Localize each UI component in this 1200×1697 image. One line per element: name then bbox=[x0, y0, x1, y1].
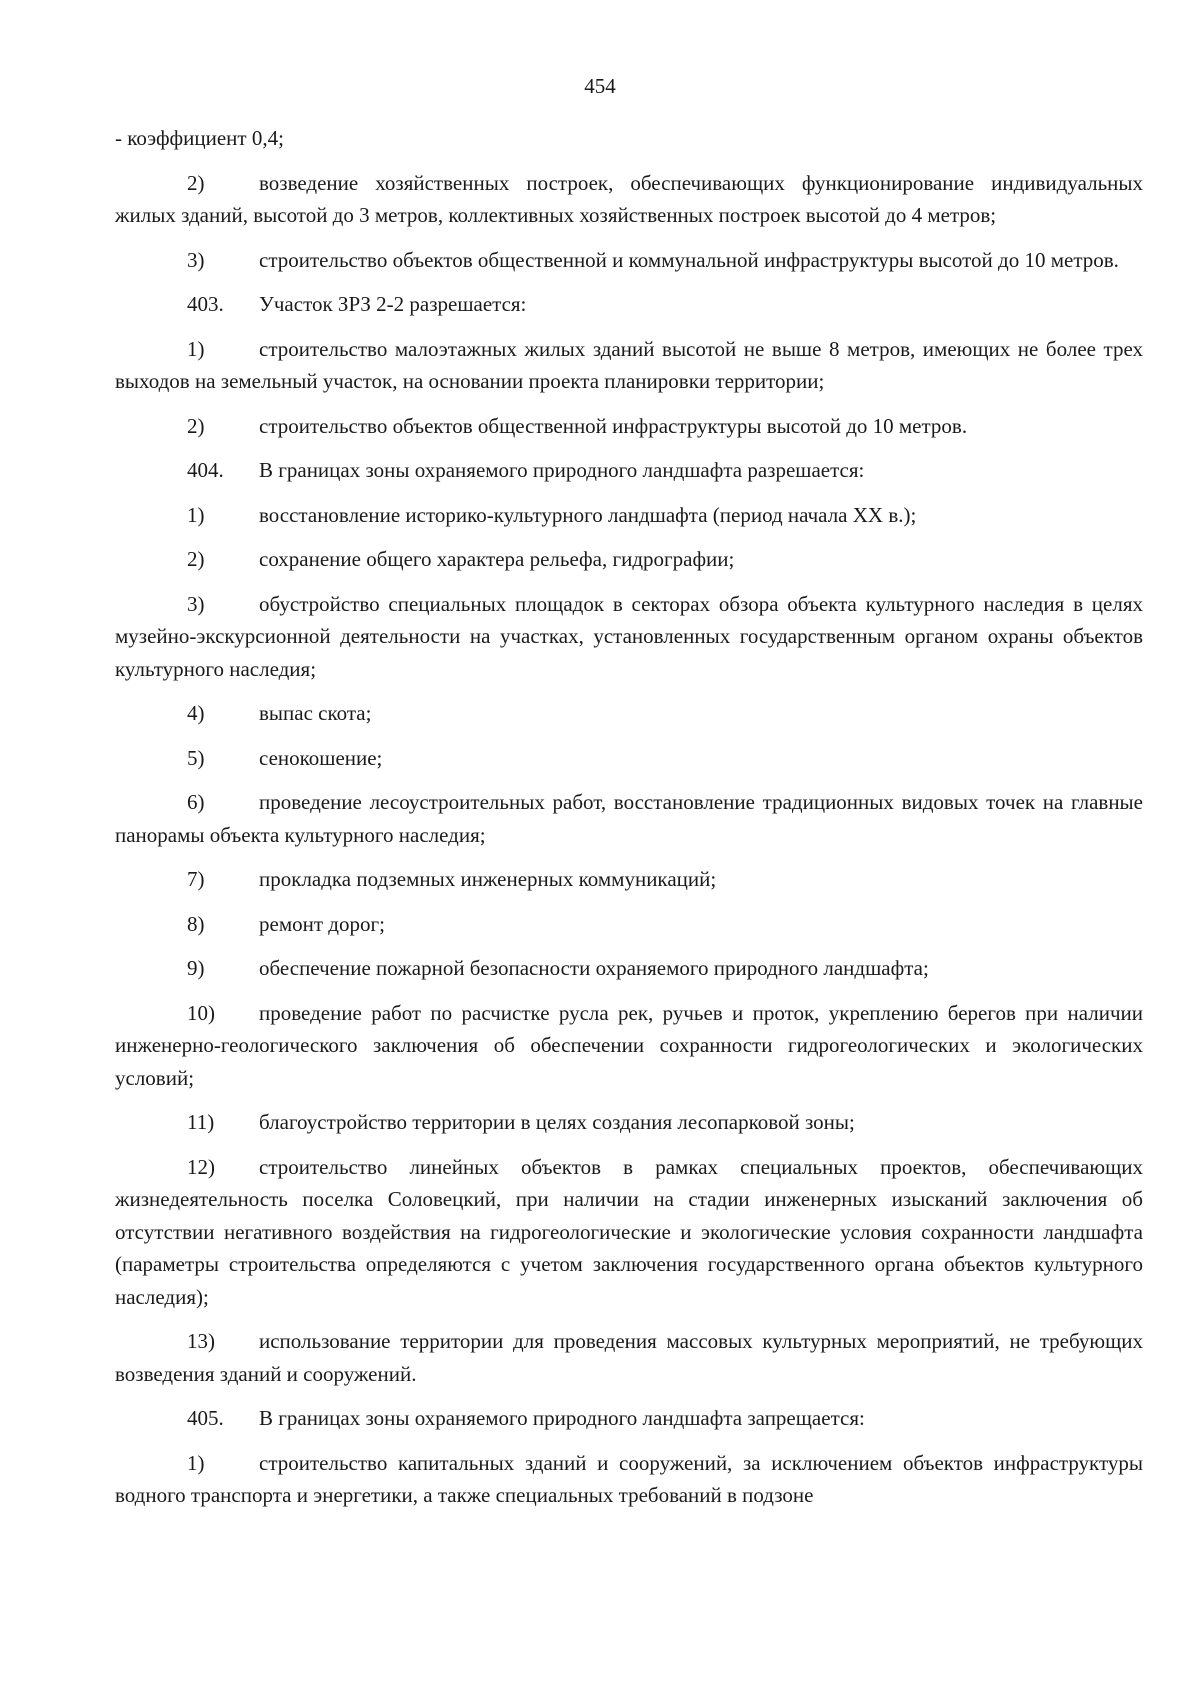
paragraph-number: 405. bbox=[187, 1406, 224, 1430]
paragraph-number: 2) bbox=[187, 547, 205, 571]
paragraph bbox=[115, 997, 1143, 1095]
paragraph-number: 12) bbox=[187, 1154, 215, 1179]
paragraph-number: 403. bbox=[187, 292, 224, 316]
paragraph-text: ремонт дорог; bbox=[259, 911, 385, 936]
paragraph-text: строительство объектов общественной инфраструктуры высотой до 10 метров. bbox=[259, 413, 968, 438]
paragraph-text: благоустройство территории в целях создания лесопарковой зоны; bbox=[259, 1110, 855, 1134]
paragraph-text: проведение лесоустроительных работ, восстановление традиционных видовых точек на главные панорамы объекта культурного наследия; bbox=[115, 790, 1143, 847]
paragraph bbox=[115, 908, 1143, 941]
paragraph bbox=[115, 288, 1143, 321]
paragraph-text: сохранение общего характера рельефа, гидрографии; bbox=[259, 547, 735, 571]
paragraph bbox=[115, 244, 1143, 277]
paragraph-text: строительство капитальных зданий и сооружений, за исключением объектов инфраструктуры водного транспорта и энергетики, а также специальных требований в подзоне bbox=[115, 1450, 1143, 1507]
document-body bbox=[115, 122, 1143, 1524]
paragraph-number: 4) bbox=[187, 701, 205, 725]
paragraph bbox=[115, 499, 1143, 532]
paragraph bbox=[115, 697, 1143, 730]
paragraph bbox=[115, 1402, 1143, 1435]
page-number: 454 bbox=[584, 74, 616, 98]
paragraph-text: проведение работ по расчистке русла рек, ручьев и проток, укреплению берегов при наличии инженерно-геологического заключения об обеспечении сохранности гидрогеологических и экологических условий; bbox=[115, 1000, 1143, 1090]
paragraph-text: обустройство специальных площадок в секторах обзора объекта культурного наследия в целях музейно-экскурсионной деятельности на участках, установленных государственным органом охраны объектов культурного наследия; bbox=[115, 591, 1143, 681]
paragraph bbox=[115, 333, 1143, 398]
paragraph-text: возведение хозяйственных построек, обеспечивающих функционирование индивидуальных жилых зданий, высотой до 3 метров, коллективных хозяйственных построек высотой до 4 метров; bbox=[115, 170, 1143, 227]
paragraph-number: 3) bbox=[187, 247, 205, 272]
paragraph-text: Участок ЗРЗ 2-2 разрешается: bbox=[259, 292, 527, 316]
paragraph-text: выпас скота; bbox=[259, 701, 372, 725]
paragraph bbox=[115, 410, 1143, 443]
paragraph bbox=[115, 588, 1143, 686]
paragraph bbox=[115, 167, 1143, 232]
paragraph-text: В границах зоны охраняемого природного ландшафта разрешается: bbox=[259, 458, 865, 482]
paragraph-number: 404. bbox=[187, 458, 224, 482]
paragraph bbox=[115, 1151, 1143, 1314]
paragraph-number: 5) bbox=[187, 745, 205, 770]
paragraph-number: 1) bbox=[187, 1450, 205, 1475]
paragraph-number: 13) bbox=[187, 1329, 215, 1353]
paragraph bbox=[115, 952, 1143, 985]
paragraph-text: восстановление историко-культурного ландшафта (период начала XX в.); bbox=[259, 502, 917, 527]
paragraph-number: 3) bbox=[187, 591, 205, 616]
paragraph bbox=[115, 543, 1143, 576]
paragraph-number: 7) bbox=[187, 867, 205, 891]
paragraph bbox=[115, 1447, 1143, 1512]
paragraph bbox=[115, 863, 1143, 896]
paragraph bbox=[115, 454, 1143, 487]
paragraph-text: использование территории для проведения массовых культурных мероприятий, не требующих возведения зданий и сооружений. bbox=[115, 1329, 1143, 1386]
paragraph-number: 6) bbox=[187, 790, 205, 814]
paragraph-number: 11) bbox=[187, 1110, 215, 1134]
paragraph-text: - коэффициент 0,4; bbox=[115, 126, 284, 150]
paragraph bbox=[115, 786, 1143, 851]
paragraph bbox=[115, 1325, 1143, 1390]
paragraph bbox=[115, 122, 1143, 155]
paragraph-number: 8) bbox=[187, 911, 205, 936]
paragraph bbox=[115, 742, 1143, 775]
paragraph-number: 1) bbox=[187, 502, 205, 527]
paragraph-number: 9) bbox=[187, 956, 205, 980]
paragraph-text: строительство малоэтажных жилых зданий высотой не выше 8 метров, имеющих не более трех выходов на земельный участок, на основании проекта планировки территории; bbox=[115, 336, 1143, 393]
paragraph-number: 10) bbox=[187, 1000, 215, 1025]
paragraph-text: В границах зоны охраняемого природного ландшафта запрещается: bbox=[259, 1406, 865, 1430]
paragraph-text: прокладка подземных инженерных коммуникаций; bbox=[259, 867, 717, 891]
paragraph-number: 2) bbox=[187, 170, 205, 195]
paragraph-text: сенокошение; bbox=[259, 745, 383, 770]
paragraph-text: обеспечение пожарной безопасности охраняемого природного ландшафта; bbox=[259, 956, 929, 980]
paragraph-text: строительство объектов общественной и коммунальной инфраструктуры высотой до 10 метров. bbox=[259, 247, 1119, 272]
paragraph-text: строительство линейных объектов в рамках специальных проектов, обеспечивающих жизнедеятельность поселка Соловецкий, при наличии на стадии инженерных изысканий заключения об отсутствии негативного воздействия на гидрогеологические и экологические условия сохранности ландшафта (параметры строительства определяются с учетом заключения государственного органа объектов культурного наследия); bbox=[115, 1154, 1143, 1309]
paragraph bbox=[115, 1106, 1143, 1139]
paragraph-number: 1) bbox=[187, 336, 205, 361]
paragraph-number: 2) bbox=[187, 413, 205, 438]
